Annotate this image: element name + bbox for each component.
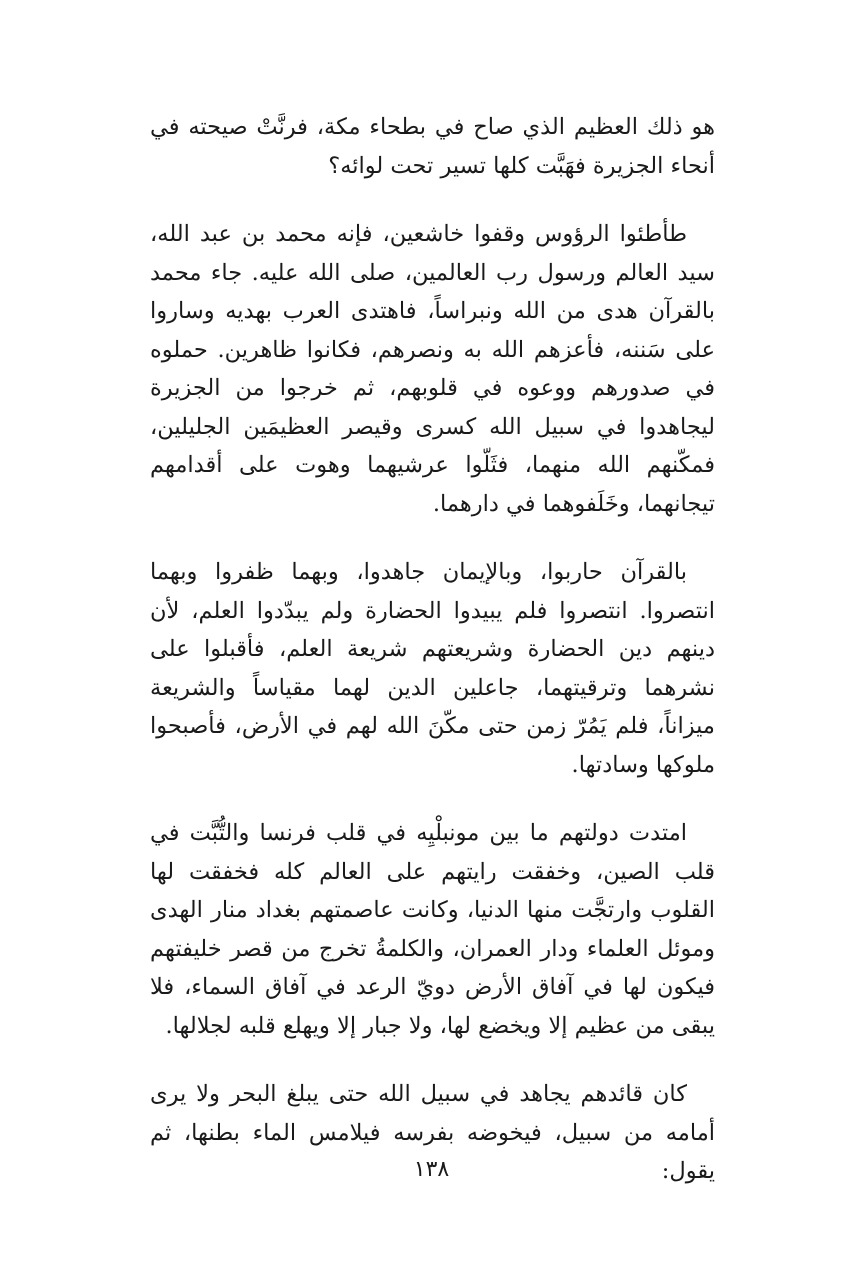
page-body	[150, 108, 715, 1221]
paragraph-2: طأطئوا الرؤوس وقفوا خاشعين، فإنه محمد بن عبد الله، سيد العالم ورسول رب العالمين، صلى الله عليه. جاء محمد بالقرآن هدى من الله ونبراساً، فاهتدى العرب بهديه وساروا على سَننه، فأعزهم الله به ونصرهم، فكانوا ظاهرين. حملوه في صدورهم ووعوه في قلوبهم، ثم خرجوا من الجزيرة ليجاهدوا في سبيل الله كسرى وقيصر العظيمَين الجليلين، فمكّنهم الله منهما، فثَلّوا عرشيهما وهوت على أقدامهم تيجانهما، وخَلَفوهما في دارهما.	[150, 221, 715, 517]
paragraph-5: كان قائدهم يجاهد في سبيل الله حتى يبلغ البحر ولا يرى أمامه من سبيل، فيخوضه بفرسه فيلامس الماء بطنها، ثم يقول:	[150, 1081, 715, 1184]
paragraph-3: بالقرآن حاربوا، وبالإيمان جاهدوا، وبهما ظفروا وبهما انتصروا. انتصروا فلم يبيدوا الحضارة ولم يبدّدوا العلم، لأن دينهم دين الحضارة وشريعتهم شريعة العلم، فأقبلوا على نشرهما وترقيتهما، جاعلين الدين لهما مقياساً والشريعة ميزاناً، فلم يَمُرّ زمن حتى مكّنَ الله لهم في الأرض، فأصبحوا ملوكها وسادتها.	[150, 559, 715, 778]
paragraph-4: امتدت دولتهم ما بين مونبلْيِه في قلب فرنسا والتُّبَّت في قلب الصين، وخفقت رايتهم على العالم كله فخفقت لها القلوب وارتجَّت منها الدنيا، وكانت عاصمتهم بغداد منار الهدى وموئل العلماء ودار العمران، والكلمةُ تخرج من قصر خليفتهم فيكون لها في آفاق الأرض دويّ الرعد في آفاق السماء، فلا يبقى من عظيم إلا ويخضع لها، ولا جبار إلا ويهلع قلبه لجلالها.	[150, 820, 715, 1039]
page-number: ١٣٨	[413, 1157, 450, 1182]
paragraph-1: هو ذلك العظيم الذي صاح في بطحاء مكة، فرنَّتْ صيحته في أنحاء الجزيرة فهَبَّت كلها تسير تحت لوائه؟	[150, 114, 715, 179]
